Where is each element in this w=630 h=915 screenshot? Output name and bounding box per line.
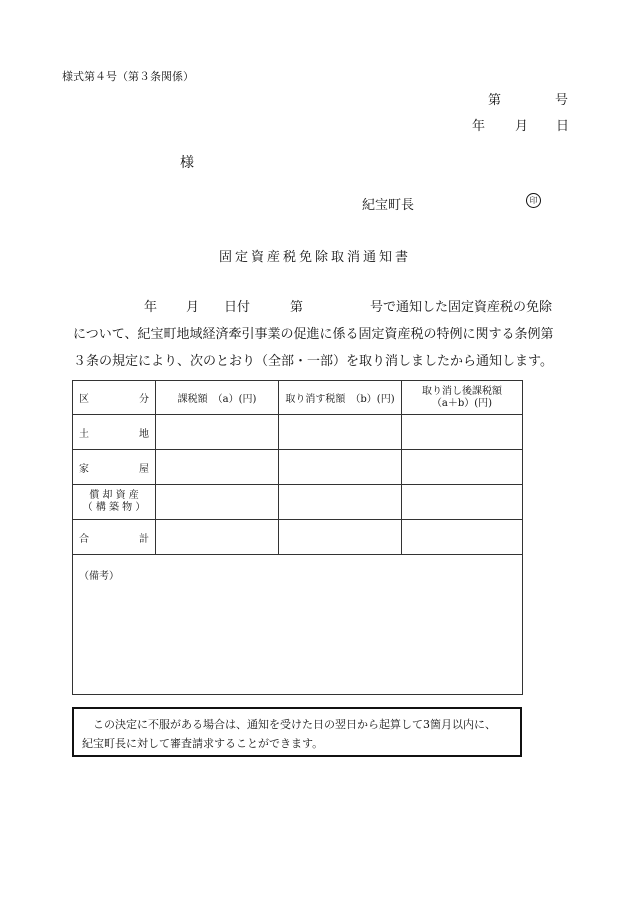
body-month-label: 月 [186,300,200,315]
body-year-label: 年 [144,300,158,315]
body-number-prefix: 第 [290,300,304,315]
table-cell[interactable] [279,520,402,555]
date-year-label: 年 [472,119,486,134]
table-cell[interactable] [156,450,279,485]
date-day-label: 日 [556,119,570,134]
row-label-depreciable-assets: 償 却 資 産 （ 構 築 物 ） [73,485,156,520]
table-cell[interactable] [402,485,523,520]
form-number: 様式第４号（第３条関係） [62,70,194,83]
notice-line-2: 紀宝町長に対して審査請求することができます。 [82,737,324,750]
table-cell[interactable] [156,485,279,520]
header-tax-amount: 課税額 （a）(円) [156,381,279,415]
table-row [73,520,523,555]
table-cell[interactable] [402,415,523,450]
header-cancel-amount: 取り消す税額 （b）(円) [279,381,402,415]
notice-line-1: この決定に不服がある場合は、通知を受けた日の翌日から起算して3箇月以内に、 [82,718,496,731]
seal-mark: 印 [526,193,541,208]
row-label-house: 家 屋 [73,450,156,485]
body-line-2: について、紀宝町地域経済牽引事業の促進に係る固定資産税の特例に関する条例第 [73,327,554,342]
row-label-land: 土 地 [73,415,156,450]
document-number-prefix: 第 [488,93,502,108]
issuer-name: 紀宝町長 [362,198,415,213]
table-cell[interactable] [279,450,402,485]
body-line-1: 号で通知した固定資産税の免除 [370,300,553,315]
table-cell[interactable] [156,415,279,450]
table-row [73,450,523,485]
row-label-total: 合 計 [73,520,156,555]
date-month-label: 月 [515,119,529,134]
appeal-notice-box [72,707,522,757]
table-cell[interactable] [402,450,523,485]
body-line-3: ３条の規定により、次のとおり（全部・一部）を取り消しましたから通知します。 [73,354,553,369]
body-date-label: 日付 [224,300,251,315]
document-title: 固定資産税免除取消通知書 [218,250,411,265]
remarks-cell[interactable] [73,555,523,695]
remarks-row [73,555,523,695]
table-cell[interactable] [402,520,523,555]
tax-table [72,380,523,695]
table-row [73,415,523,450]
table-cell[interactable] [156,520,279,555]
remarks-label: （備考） [79,571,119,582]
table-cell[interactable] [279,485,402,520]
header-after-amount: 取り消し後課税額 （a＋b）(円) [402,381,523,415]
table-cell[interactable] [279,415,402,450]
table-header-row [73,381,523,415]
header-category: 区 分 [73,381,156,415]
addressee-honorific: 様 [180,155,194,171]
document-number-suffix: 号 [555,93,569,108]
table-row [73,485,523,520]
